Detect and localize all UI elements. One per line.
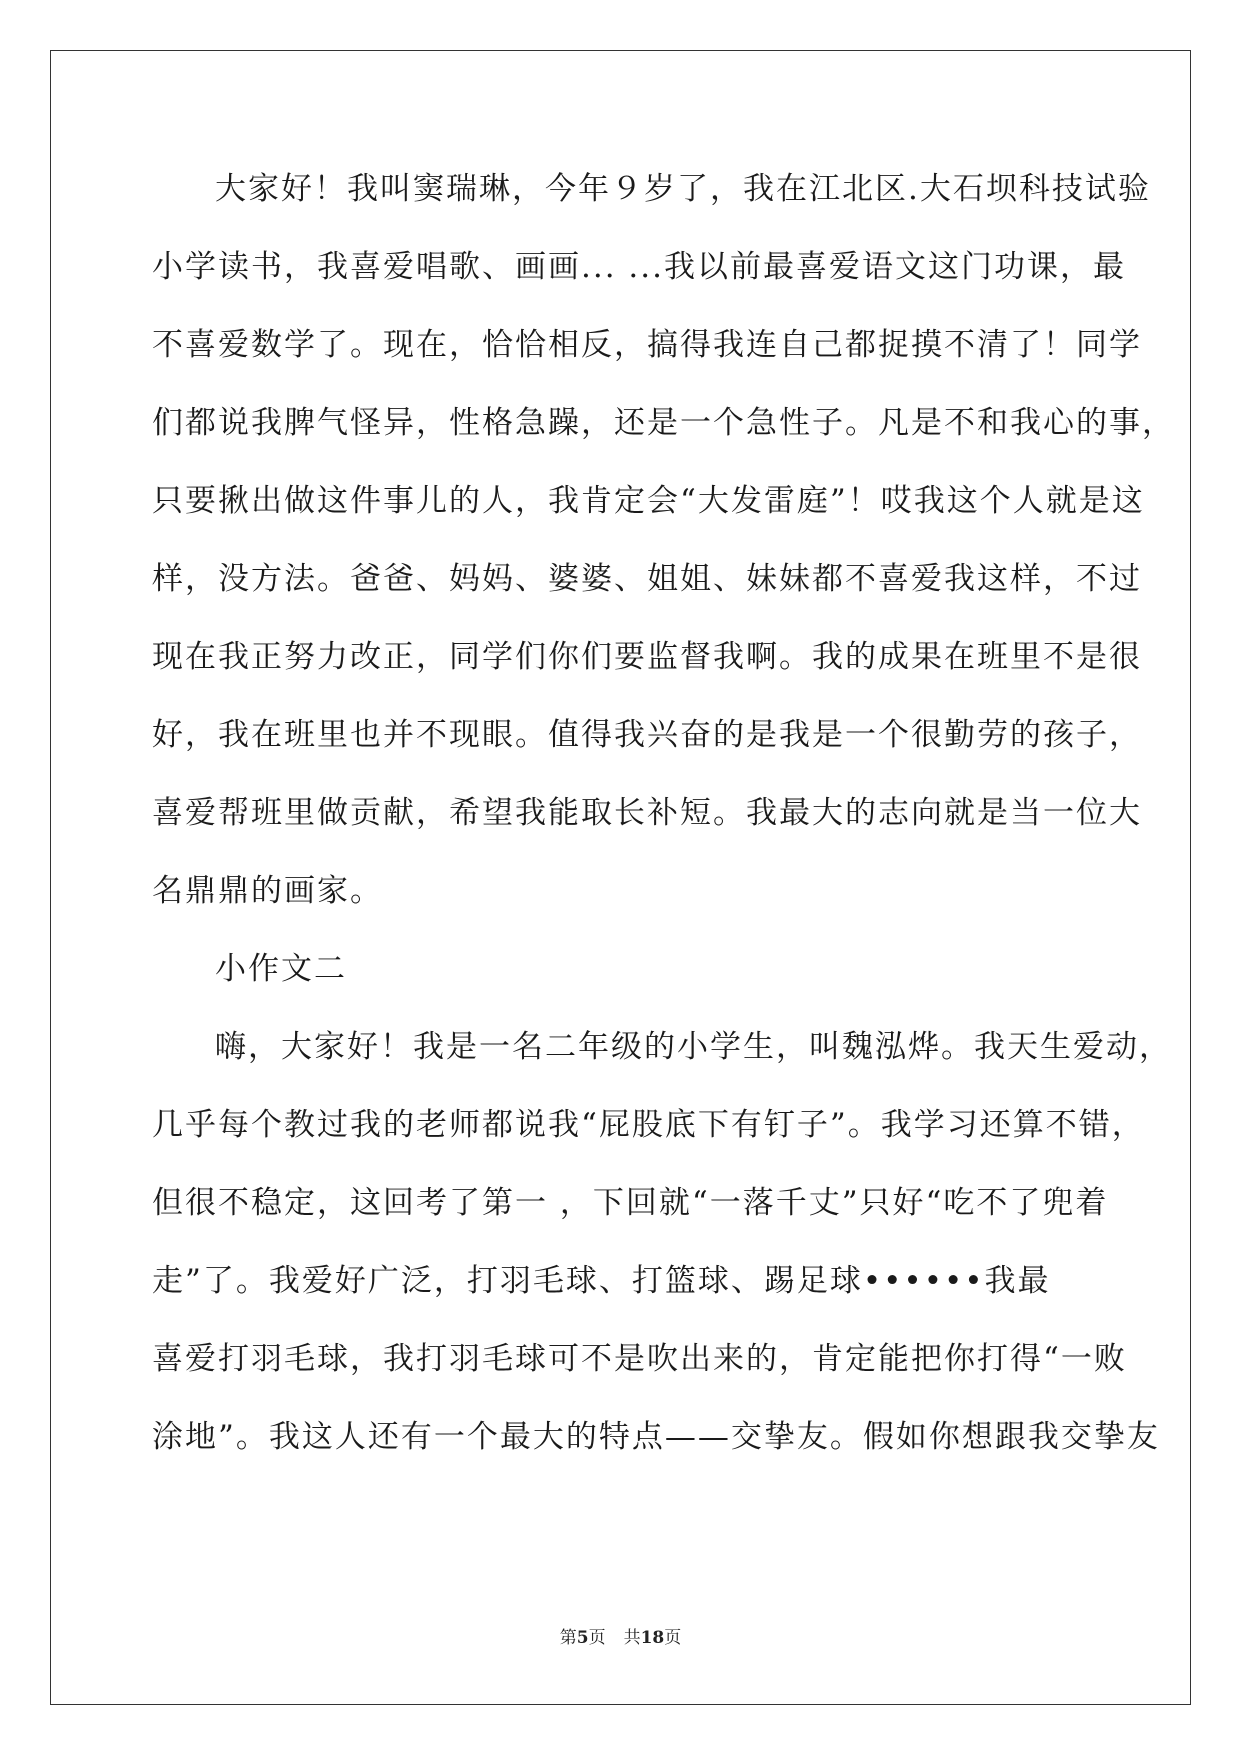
- paragraph-line: 嗨，大家好！我是一名二年级的小学生，叫魏泓烨。我天生爱动，: [215, 1029, 1172, 1065]
- footer-page-number: 5: [576, 1628, 589, 1648]
- paragraph-line: 几乎每个教过我的老师都说我“屁股底下有钉子”。我学习还算不错，: [152, 1107, 1145, 1143]
- footer-total-pages: 18: [640, 1628, 665, 1648]
- paragraph-line: 走”了。我爱好广泛，打羽毛球、打篮球、踢足球••••••我最: [152, 1263, 1051, 1299]
- essay-two: [152, 1008, 1172, 1476]
- footer-total-suffix: 页: [664, 1628, 682, 1648]
- paragraph-line: 涂地”。我这人还有一个最大的特点——交挚友。假如你想跟我交挚友: [152, 1419, 1160, 1455]
- paragraph-line: 好，我在班里也并不现眼。值得我兴奋的是我是一个很勤劳的孩子，: [152, 717, 1142, 753]
- paragraph-line: 不喜爱数学了。现在，恰恰相反，搞得我连自己都捉摸不清了！同学: [152, 327, 1142, 363]
- essay-one: [152, 150, 1175, 930]
- paragraph-line: 们都说我脾气怪异，性格急躁，还是一个急性子。凡是不和我心的事，: [152, 405, 1175, 441]
- footer-page-suffix: 页: [588, 1628, 606, 1648]
- page-footer: [0, 1623, 1241, 1648]
- paragraph-line: 小学读书，我喜爱唱歌、画画... ...我以前最喜爱语文这门功课，最: [152, 249, 1126, 285]
- paragraph-line: 但很不稳定，这回考了第一 ，下回就“一落千丈”只好“吃不了兜着: [152, 1185, 1109, 1221]
- section-title: 小作文二: [215, 951, 347, 987]
- paragraph-line: 样，没方法。爸爸、妈妈、婆婆、姐姐、妹妹都不喜爱我这样，不过: [152, 561, 1142, 597]
- paragraph-line: 现在我正努力改正，同学们你们要监督我啊。我的成果在班里不是很: [152, 639, 1142, 675]
- paragraph-line: 喜爱帮班里做贡献，希望我能取长补短。我最大的志向就是当一位大: [152, 795, 1142, 831]
- document-body: [152, 150, 1175, 1476]
- paragraph-line: 名鼎鼎的画家。: [152, 873, 383, 909]
- paragraph-line: 喜爱打羽毛球，我打羽毛球可不是吹出来的，肯定能把你打得“一败: [152, 1341, 1127, 1377]
- footer-total-prefix: 共: [623, 1628, 641, 1648]
- paragraph-line: 大家好！我叫窦瑞琳，今年９岁了，我在江北区.大石坝科技试验: [215, 171, 1151, 207]
- footer-page-prefix: 第: [559, 1628, 577, 1648]
- paragraph-line: 只要揪出做这件事儿的人，我肯定会“大发雷庭”！哎我这个人就是这: [152, 483, 1145, 519]
